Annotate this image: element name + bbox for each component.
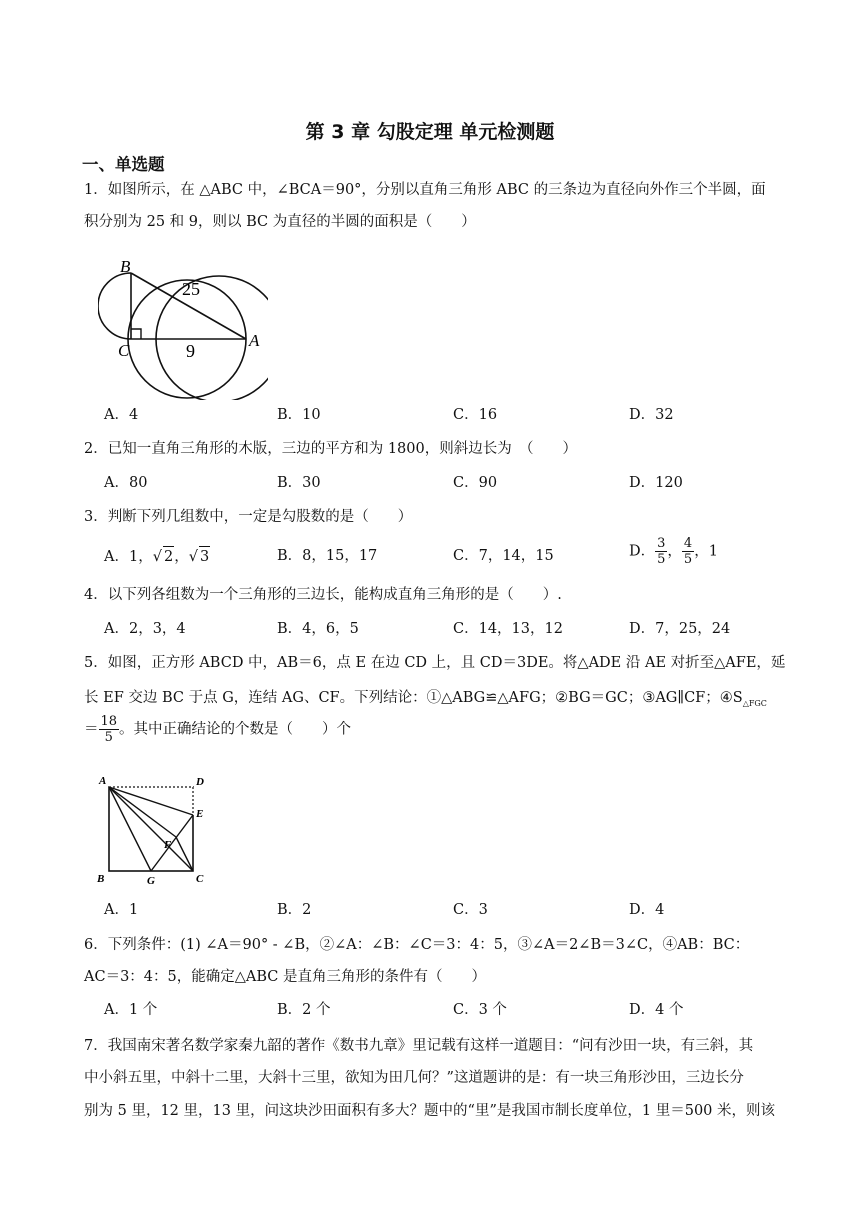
q5-stem-line-3: ＝ $\frac{18}{5}$ 。其中正确结论的个数是（ ）个: [84, 714, 352, 745]
q3-frac-4-5: $\frac{4}{5}$: [683, 536, 693, 567]
q1-label-a: A: [249, 331, 260, 350]
q5-label-e: E: [196, 808, 204, 820]
q2-option-d: D．120: [629, 475, 683, 491]
q1-stem-line-1: 1．如图所示，在 △ABC 中，∠BCA＝90°，分别以直角三角形 ABC 的三条边为直径向外作三个半圆，面: [84, 182, 766, 198]
q1-label-25: 25: [182, 279, 200, 299]
q5-stem-line-1: 5．如图，正方形 ABCD 中，AB＝6，点 E 在边 CD 上，且 CD＝3DE。将△ADE 沿 AE 对折至△AFE，延: [84, 655, 786, 671]
q4-option-c: C．14，13，12: [453, 621, 563, 637]
q1-option-b: B．10: [277, 407, 321, 423]
q5-option-b: B．2: [277, 902, 312, 918]
q6-stem-line-2: AC＝3：4：5，能确定△ABC 是直角三角形的条件有（ ）: [84, 969, 486, 985]
q6-stem-line-1: 6．下列条件：(1) ∠A＝90° - ∠B，②∠A：∠B：∠C＝3：4：5，③∠A＝2∠B＝3∠C，④AB：BC：: [84, 937, 750, 953]
q4-stem: 4．以下列各组数为一个三角形的三边长，能构成直角三角形的是（ ）.: [84, 587, 562, 603]
q7-stem-line-1: 7．我国南宋著名数学家秦九韶的著作《数书九章》里记载有这样一道题目：“问有沙田一块，有三斜，其: [84, 1038, 754, 1054]
q5-option-a: A．1: [104, 902, 139, 918]
q6-option-b: B．2 个: [277, 1002, 331, 1018]
q3-option-c: C．7，14，15: [453, 548, 554, 564]
q3-frac-3-5: $\frac{3}{5}$: [657, 536, 666, 567]
q1-semicircle-bc: [98, 273, 131, 339]
q1-figure: [98, 250, 268, 400]
q5-subscript: △FGC: [742, 698, 767, 708]
page-title: 第 3 章 勾股定理 单元检测题: [305, 121, 555, 143]
q4-option-d: D．7，25，24: [629, 621, 731, 637]
q2-option-c: C．90: [453, 475, 498, 491]
q4-option-b: B．4，6，5: [277, 621, 359, 637]
q3-option-d: D． $\frac{3}{5}$ ， $\frac{4}{5}$ ，1: [629, 536, 718, 567]
q3-option-a: A．1，√ 2，√ 3: [104, 546, 210, 567]
q3-sqrt-3: 3: [199, 546, 210, 567]
q6-option-c: C．3 个: [453, 1002, 507, 1018]
q2-stem: 2．已知一直角三角形的木版，三边的平方和为 1800，则斜边长为 （ ）: [84, 441, 577, 457]
q7-stem-line-2: 中小斜五里，中斜十二里，大斜十三里，欲知为田几何？”这道题讲的是：有一块三角形沙田，三边长分: [84, 1070, 744, 1086]
q1-option-c: C．16: [453, 407, 498, 423]
q5-label-a: A: [99, 775, 107, 787]
q1-right-angle-mark: [131, 329, 141, 339]
q1-label-9: 9: [186, 341, 195, 361]
q1-label-b: B: [120, 257, 131, 276]
q5-figure: [92, 772, 212, 888]
q3-sqrt-2: 2: [163, 546, 174, 567]
q5-frac-18-5: $\frac{18}{5}$: [100, 714, 118, 745]
q3-option-b: B．8，15，17: [277, 548, 378, 564]
q6-option-a: A．1 个: [104, 1002, 158, 1018]
q5-option-c: C．3: [453, 902, 488, 918]
q5-label-b: B: [97, 873, 105, 885]
q3-stem: 3．判断下列几组数中，一定是勾股数的是（ ）: [84, 509, 413, 525]
q5-label-f: F: [164, 839, 172, 851]
q1-option-d: D．32: [629, 407, 674, 423]
q5-label-g: G: [147, 875, 155, 887]
q5-option-d: D．4: [629, 902, 665, 918]
q2-option-b: B．30: [277, 475, 321, 491]
q5-label-d: D: [196, 776, 204, 788]
q5-label-c: C: [196, 873, 204, 885]
q1-option-a: A．4: [104, 407, 139, 423]
q6-option-d: D．4 个: [629, 1002, 684, 1018]
q2-option-a: A．80: [104, 475, 148, 491]
q1-stem-line-2: 积分别为 25 和 9，则以 BC 为直径的半圆的面积是（ ）: [84, 214, 476, 230]
q1-label-c: C: [118, 341, 130, 360]
q4-option-a: A．2，3，4: [104, 621, 186, 637]
q7-stem-line-3: 别为 5 里，12 里，13 里，问这块沙田面积有多大？题中的“里”是我国市制长度单位，1 里＝500 米，则该: [84, 1103, 776, 1119]
section-heading: 一、单选题: [82, 155, 165, 174]
q5-stem-line-2: 长 EF 交边 BC 于点 G，连结 AG、CF。下列结论：①△ABG≌△AFG；②BG＝GC；③AG∥CF；$④S_{\triangle FGC}$: [84, 690, 767, 708]
